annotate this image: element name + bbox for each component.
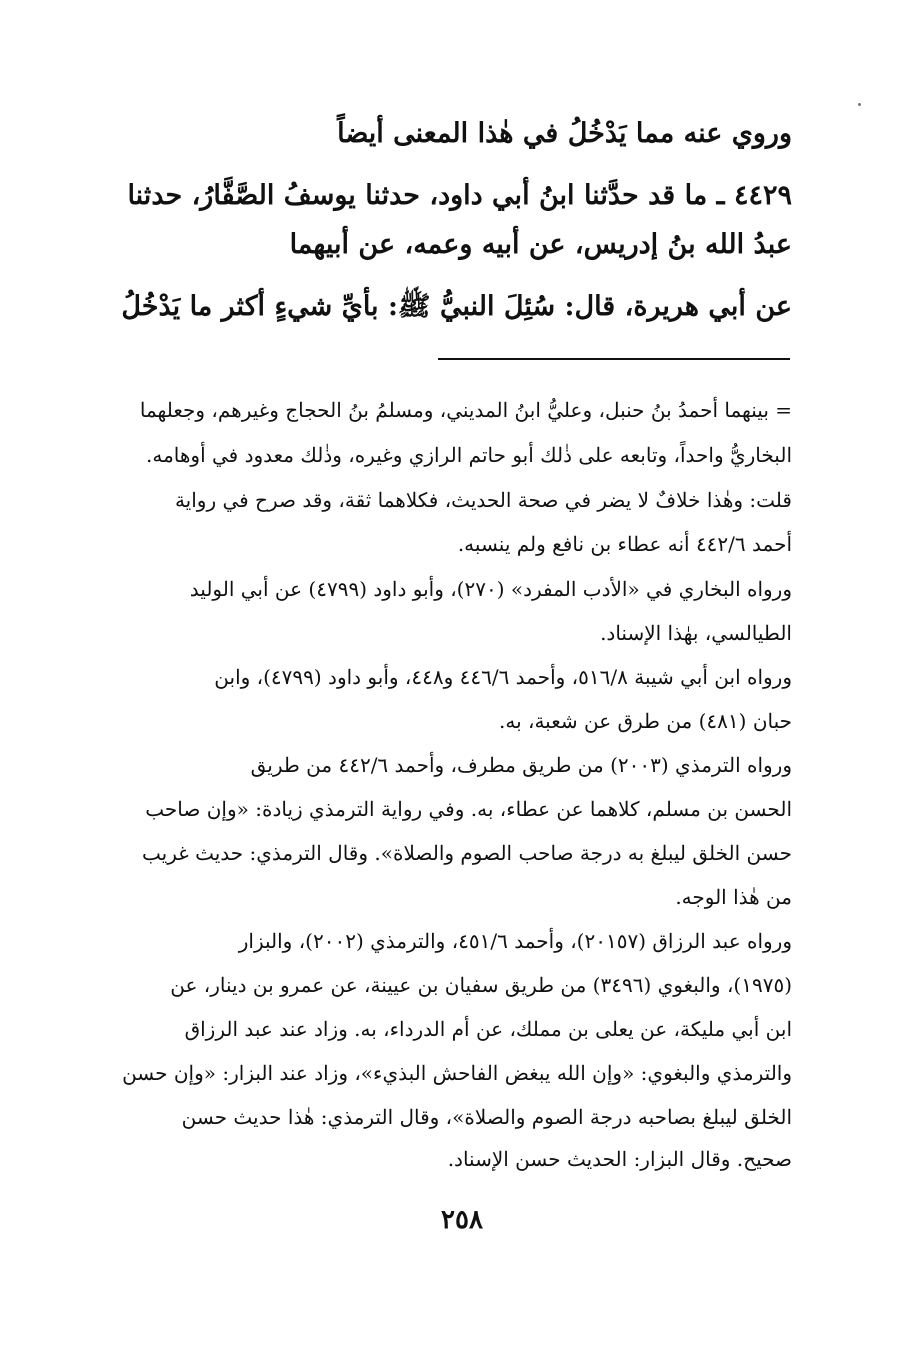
footnote-line: صحيح. وقال البزار: الحديث حسن الإسناد. [447, 1147, 792, 1171]
footnote-separator [438, 358, 790, 360]
main-text-line: وروي عنه مما يَدْخُلُ في هٰذا المعنى أيضاً [337, 118, 792, 149]
main-text-line: عبدُ الله بنُ إدريس، عن أبيه وعمه، عن أبيهما [289, 229, 792, 260]
footnote-line: حبان (٤٨١) من طرق عن شعبة، به. [499, 709, 792, 733]
footnote-line: ابن أبي مليكة، عن يعلى بن مملك، عن أم الدرداء، به. وزاد عند عبد الرزاق [184, 1017, 792, 1041]
main-text-line: ٤٤٢٩ ـ ما قد حدَّثنا ابنُ أبي داود، حدثنا يوسفُ الصَّفَّارُ، حدثنا [127, 180, 792, 211]
footnote-line: (١٩٧٥)، والبغوي (٣٤٩٦) من طريق سفيان بن عيينة، عن عمرو بن دينار، عن [170, 973, 792, 997]
footnote-line: البخاريُّ واحداً، وتابعه على ذٰلك أبو حاتم الرازي وغيره، وذٰلك معدود في أوهامه. [146, 443, 792, 467]
footnote-line: أحمد ٤٤٢/٦ أنه عطاء بن نافع ولم ينسبه. [457, 532, 792, 556]
footnote-line: ورواه عبد الرزاق (٢٠١٥٧)، وأحمد ٤٥١/٦، والترمذي (٢٠٠٢)، والبزار [238, 929, 792, 953]
footnote-line: من هٰذا الوجه. [675, 885, 792, 909]
footnote-line: الحسن بن مسلم، كلاهما عن عطاء، به. وفي رواية الترمذي زيادة: «وإن صاحب [145, 797, 792, 821]
page-number: ٢٥٨ [441, 1205, 483, 1235]
footnote-line: قلت: وهٰذا خلافٌ لا يضر في صحة الحديث، فكلاهما ثقة، وقد صرح في رواية [174, 488, 792, 512]
footnote-line: حسن الخلق ليبلغ به درجة صاحب الصوم والصلاة». وقال الترمذي: حديث غريب [142, 841, 792, 865]
footnote-line: ورواه الترمذي (٢٠٠٣) من طريق مطرف، وأحمد ٤٤٢/٦ من طريق [250, 753, 792, 777]
main-text-line: عن أبي هريرة، قال: سُئِلَ النبيُّ ﷺ: بأيِّ شيءٍ أكثر ما يَدْخُلُ [121, 291, 792, 322]
footnote-line: الخلق ليبلغ بصاحبه درجة الصوم والصلاة»، وقال الترمذي: هٰذا حديث حسن [181, 1105, 792, 1129]
footnote-line: الطيالسي، بهٰذا الإسناد. [600, 621, 792, 645]
footnote-line: ورواه ابن أبي شيبة ٥١٦/٨، وأحمد ٤٤٦/٦ و٤٤٨، وأبو داود (٤٧٩٩)، وابن [214, 665, 792, 689]
footnote-line: والترمذي والبغوي: «وإن الله يبغض الفاحش البذيء»، وزاد عند البزار: «وإن حسن [122, 1061, 792, 1085]
scan-speck [858, 103, 861, 106]
footnote-line: = بينهما أحمدُ بنُ حنبل، وعليُّ ابنُ المديني، ومسلمُ بنُ الحجاج وغيرهم، وجعلهما [139, 398, 792, 422]
footnote-line: ورواه البخاري في «الأدب المفرد» (٢٧٠)، وأبو داود (٤٧٩٩) عن أبي الوليد [189, 577, 792, 601]
